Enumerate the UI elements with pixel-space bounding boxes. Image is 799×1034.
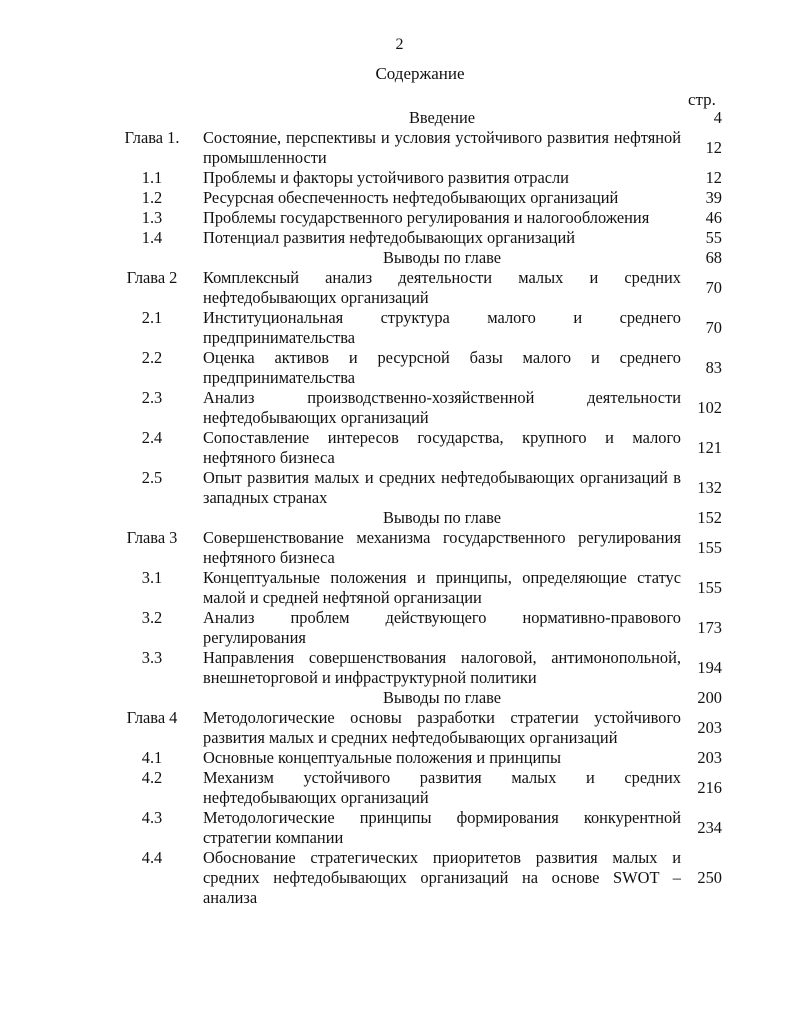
toc-entry — [0, 608, 799, 648]
toc-entry-page: 83 — [705, 358, 722, 377]
toc-entry-page: 203 — [697, 748, 722, 767]
toc-entry-page: 39 — [705, 188, 722, 207]
toc-entry — [0, 228, 799, 248]
toc-entry — [0, 468, 799, 508]
toc-entry-title: Анализ проблем действующего нормативно-правового регулирования — [203, 608, 681, 647]
page-column-label: стр. — [688, 90, 716, 109]
toc-entry-title: Выводы по главе — [382, 688, 502, 707]
toc-entry-title: Институциональная структура малого и среднего предпринимательства — [203, 308, 681, 347]
toc-entry — [0, 428, 799, 468]
toc-entry-title: Методологические основы разработки стратегии устойчивого развития малых и средних нефтедобывающих организаций — [203, 708, 681, 747]
toc-entry-title: Механизм устойчивого развития малых и средних нефтедобывающих организаций — [203, 768, 681, 807]
toc-entry-page: 155 — [697, 578, 722, 597]
toc-entry — [0, 808, 799, 848]
toc-entry-number: 2.5 — [141, 468, 163, 487]
toc-entry-title: Основные концептуальные положения и принципы — [203, 748, 562, 767]
toc-entry-title: Ресурсная обеспеченность нефтедобывающих организаций — [203, 188, 619, 207]
toc-entry-page: 194 — [697, 658, 722, 677]
toc-entry-number: 1.3 — [141, 208, 163, 227]
toc-entry-number: 3.1 — [141, 568, 163, 587]
page-title: Содержание — [375, 64, 465, 83]
toc-entry-page: 121 — [697, 438, 722, 457]
toc-entry-number: 4.3 — [141, 808, 163, 827]
toc-entry-number: 2.4 — [141, 428, 163, 447]
toc-entry — [0, 768, 799, 808]
toc-entry-number: Глава 1. — [124, 128, 180, 147]
toc-entry-number: 1.1 — [141, 168, 163, 187]
toc-entry-number: 4.2 — [141, 768, 163, 787]
toc-entry-page: 155 — [697, 538, 722, 557]
toc-entry-number: 4.4 — [141, 848, 163, 867]
toc-entry-page: 55 — [705, 228, 722, 247]
toc-entry — [0, 128, 799, 168]
toc-entry-title: Сопоставление интересов государства, крупного и малого нефтяного бизнеса — [203, 428, 681, 467]
toc-entry-page: 12 — [705, 138, 722, 157]
toc-entry-page: 46 — [705, 208, 722, 227]
toc-entry-page: 132 — [697, 478, 722, 497]
toc-entry — [0, 248, 799, 268]
toc-entry-title: Выводы по главе — [382, 248, 502, 267]
toc-entry-title: Направления совершенствования налоговой, антимонопольной, внешнеторговой и инфраструктурной политики — [203, 648, 681, 687]
toc-entry-number: 2.2 — [141, 348, 163, 367]
toc-entry-title: Проблемы и факторы устойчивого развития отрасли — [203, 168, 569, 187]
toc-entry-page: 4 — [713, 108, 722, 127]
toc-entry — [0, 708, 799, 748]
toc-entry — [0, 648, 799, 688]
toc-entry-number: 1.2 — [141, 188, 163, 207]
toc-entry-page: 68 — [705, 248, 722, 267]
toc-entry — [0, 848, 799, 908]
toc-entry-page: 70 — [705, 318, 722, 337]
toc-entry-page: 152 — [697, 508, 722, 527]
toc-entry-title: Опыт развития малых и средних нефтедобывающих организаций в западных странах — [203, 468, 681, 507]
toc-entry — [0, 168, 799, 188]
toc-entry-number: 2.3 — [141, 388, 163, 407]
toc-entry-title: Оценка активов и ресурсной базы малого и среднего предпринимательства — [203, 348, 681, 387]
toc-entry — [0, 208, 799, 228]
toc-entry-page: 102 — [697, 398, 722, 417]
toc-entry — [0, 388, 799, 428]
toc-entry — [0, 748, 799, 768]
toc-entry-title: Комплексный анализ деятельности малых и средних нефтедобывающих организаций — [203, 268, 681, 307]
toc-entry-page: 250 — [697, 868, 722, 887]
toc-entry-page: 203 — [697, 718, 722, 737]
toc-entry-title: Введение — [408, 108, 476, 127]
toc-entry-number: 4.1 — [141, 748, 163, 767]
toc-entry-number: 3.2 — [141, 608, 163, 627]
toc-entry-title: Концептуальные положения и принципы, определяющие статус малой и средней нефтяной организации — [203, 568, 681, 607]
toc-entry-number: 3.3 — [141, 648, 163, 667]
toc-entry-page: 12 — [705, 168, 722, 187]
toc-entry — [0, 688, 799, 708]
toc-entry-page: 200 — [697, 688, 722, 707]
toc-entry-title: Обоснование стратегических приоритетов развития малых и средних нефтедобывающих организаций на основе SWOT – анализа — [203, 848, 681, 907]
toc-entry — [0, 568, 799, 608]
toc-entry — [0, 188, 799, 208]
toc-entry-number: Глава 4 — [126, 708, 178, 727]
toc-entry-title: Проблемы государственного регулирования и налогообложения — [203, 208, 650, 227]
toc-entry-page: 234 — [697, 818, 722, 837]
toc-entry-title: Выводы по главе — [382, 508, 502, 527]
toc-entry — [0, 268, 799, 308]
toc-entry-title: Потенциал развития нефтедобывающих организаций — [203, 228, 575, 247]
toc-entry — [0, 508, 799, 528]
toc-entry — [0, 108, 799, 128]
toc-entry — [0, 308, 799, 348]
toc-entry-title: Анализ производственно-хозяйственной деятельности нефтедобывающих организаций — [203, 388, 681, 427]
toc-entry-page: 173 — [697, 618, 722, 637]
toc-entry — [0, 348, 799, 388]
toc-entry-number: Глава 3 — [126, 528, 178, 547]
toc-entry-title: Состояние, перспективы и условия устойчивого развития нефтяной промышленности — [203, 128, 681, 167]
toc-entry-title: Методологические принципы формирования конкурентной стратегии компании — [203, 808, 681, 847]
toc-entry-title: Совершенствование механизма государственного регулирования нефтяного бизнеса — [203, 528, 681, 567]
toc-entry-number: 1.4 — [141, 228, 163, 247]
toc-entry-page: 216 — [697, 778, 722, 797]
toc-entry-number: 2.1 — [141, 308, 163, 327]
toc-entry-page: 70 — [705, 278, 722, 297]
page-number: 2 — [395, 36, 404, 53]
table-of-contents — [0, 108, 799, 908]
toc-entry-number: Глава 2 — [126, 268, 178, 287]
toc-entry — [0, 528, 799, 568]
